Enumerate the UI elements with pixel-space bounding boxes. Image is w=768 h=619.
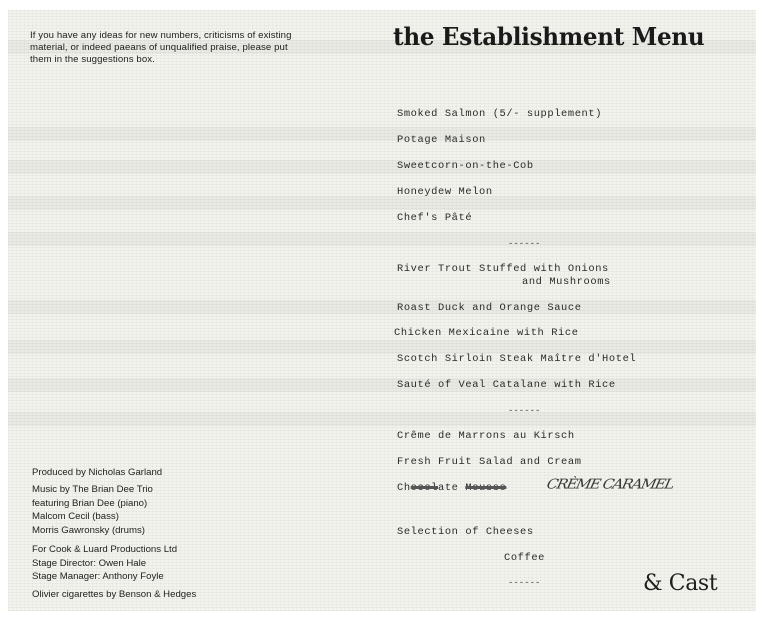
menu-item-main-continued: and Mushrooms	[522, 276, 611, 288]
credit-line: Produced by Nicholas Garland	[32, 467, 163, 478]
cast-heading: & Cast	[643, 571, 718, 596]
menu-item-starter: Chef's Pâté	[397, 212, 473, 224]
menu-item-starter: Honeydew Melon	[397, 186, 493, 198]
credits-producer	[32, 466, 162, 480]
show-through-band	[8, 196, 756, 210]
menu-item-main: Sauté of Veal Catalane with Rice	[397, 379, 616, 391]
credit-line: Olivier cigarettes by Benson & Hedges	[32, 589, 197, 600]
menu-item-dessert: Fresh Fruit Salad and Cream	[397, 456, 582, 468]
menu-item-main: Chicken Mexicaine with Rice	[394, 327, 579, 339]
struck-item-text: ocol	[410, 482, 439, 494]
menu-item-coffee: Coffee	[504, 552, 546, 564]
menu-item-starter: Sweetcorn-on-the-Cob	[397, 160, 534, 172]
credit-line: Music by The Brian Dee Trio	[32, 484, 153, 495]
show-through-band	[8, 232, 756, 246]
menu-item-main: River Trout Stuffed with Onions	[397, 263, 609, 275]
credit-line: Stage Manager: Anthony Foyle	[32, 571, 164, 582]
menu-item-starter: Potage Maison	[397, 134, 486, 146]
credit-line: Malcom Cecil (bass)	[32, 511, 119, 522]
notice-line: them in the suggestions box.	[30, 54, 155, 65]
struck-item-text: Mousse	[465, 482, 507, 494]
menu-item-starter: Smoked Salmon (5/- supplement)	[397, 108, 603, 120]
credit-line: Morris Gawronsky (drums)	[32, 524, 146, 536]
menu-item-dessert: Crême de Marrons au Kirsch	[397, 430, 575, 442]
show-through-band	[8, 160, 756, 174]
credit-line: For Cook & Luard Productions Ltd	[32, 544, 178, 555]
struck-item-middle: ate	[438, 482, 466, 494]
show-through-band	[8, 340, 756, 354]
show-through-band	[8, 378, 756, 392]
menu-item-cheese: Selection of Cheeses	[397, 526, 534, 538]
credit-line: Stage Director: Owen Hale	[32, 557, 147, 569]
show-through-band	[8, 300, 756, 314]
notice-line: material, or indeed paeans of unqualified praise, please put	[30, 42, 288, 53]
course-separator: ------	[508, 239, 541, 249]
credit-line: featuring Brian Dee (piano)	[32, 497, 148, 509]
menu-title: the Establishment Menu	[393, 22, 705, 51]
struck-item-prefix: Ch	[397, 482, 411, 494]
handwritten-correction: CRÈME CARAMEL	[545, 475, 675, 493]
suggestions-notice	[30, 30, 350, 66]
credits-music	[32, 483, 153, 537]
menu-item-main: Roast Duck and Orange Sauce	[397, 302, 582, 314]
course-separator: ------	[508, 578, 541, 588]
show-through-band	[8, 412, 756, 426]
menu-item-dessert-struck	[397, 482, 506, 494]
show-through-band	[8, 127, 756, 141]
credits-production	[32, 543, 177, 584]
menu-item-main: Scotch Sirloin Steak Maître d'Hotel	[397, 353, 637, 365]
course-separator: ------	[508, 406, 541, 416]
credits-sponsor	[32, 588, 196, 602]
notice-line: If you have any ideas for new numbers, criticisms of existing	[30, 30, 292, 41]
